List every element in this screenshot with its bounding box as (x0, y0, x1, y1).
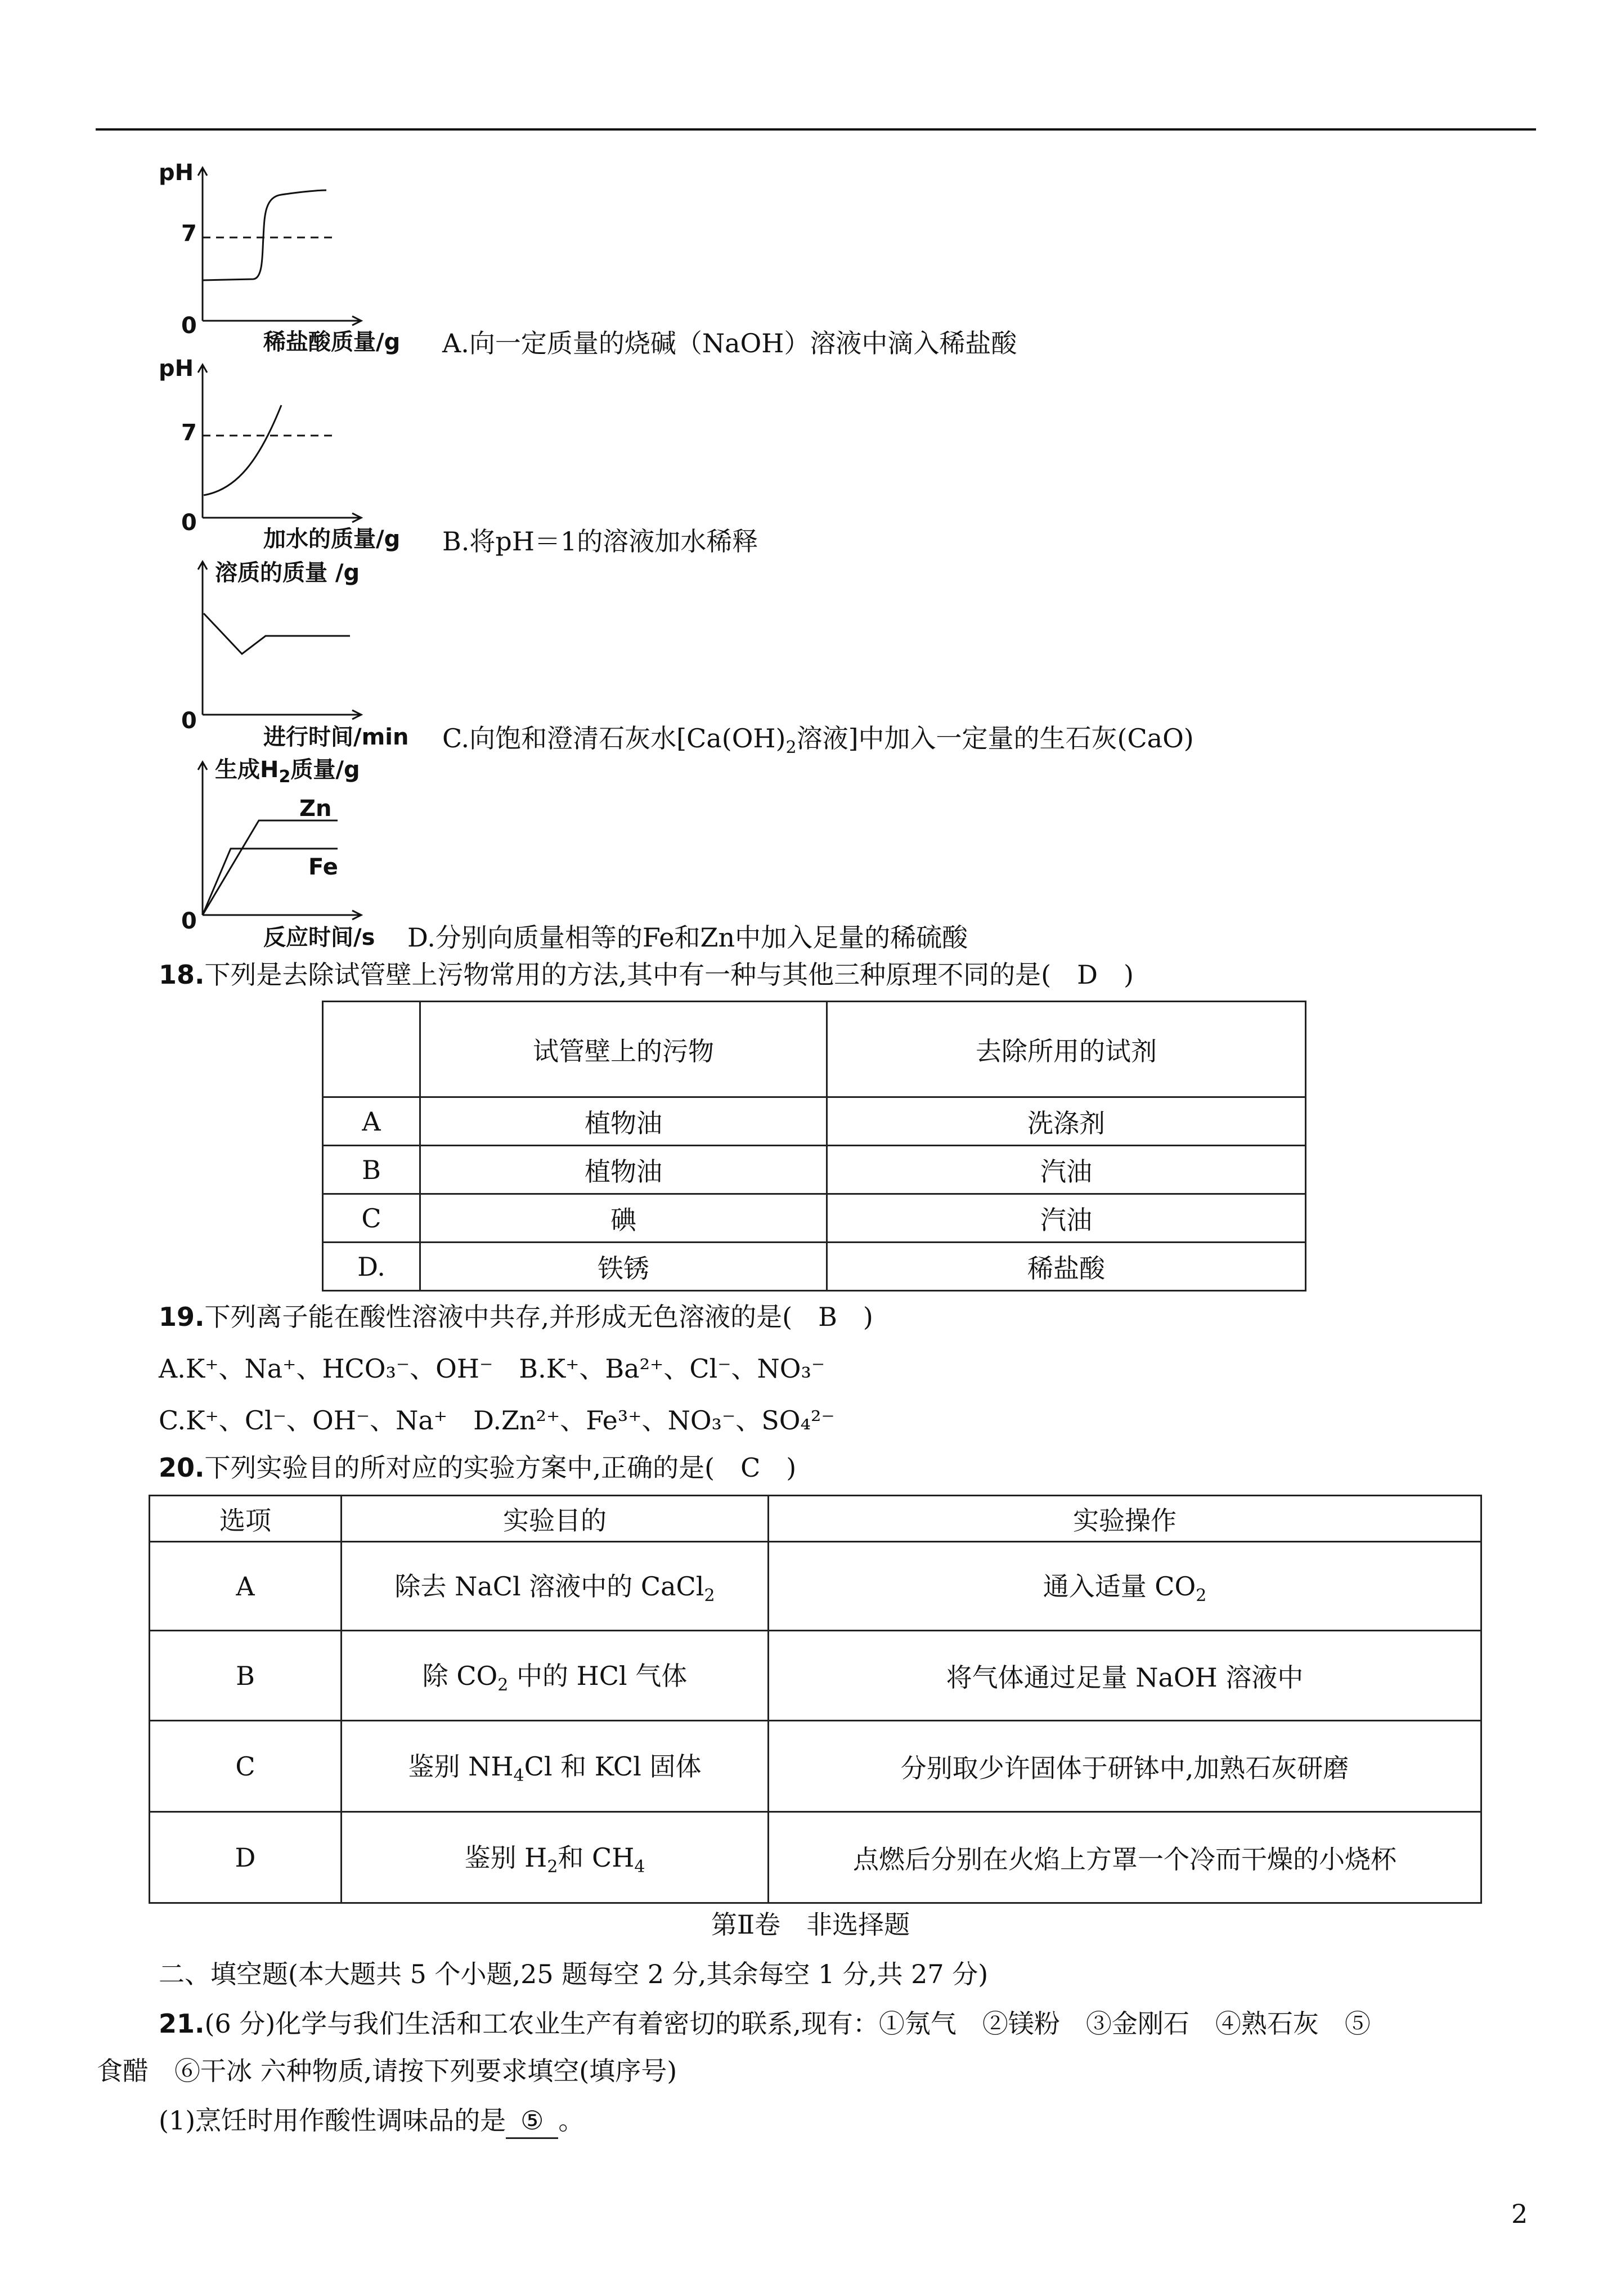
question-number: 21. (159, 2008, 205, 2039)
table-row (323, 1146, 1306, 1194)
question-text: (6 分)化学与我们生活和工农业生产有着密切的联系,现有：①氖气 ②镁粉 ③金刚石 ④熟石灰 ⑤ (204, 2008, 1371, 2039)
table-cell: 点燃后分别在火焰上方罩一个冷而干燥的小烧杯 (769, 1812, 1481, 1903)
y-axis-label: 溶质的质量 /g (215, 560, 360, 586)
q19-options-line-1: A.K⁺、Na⁺、HCO₃⁻、OH⁻ B.K⁺、Ba²⁺、Cl⁻、NO₃⁻ (159, 1353, 825, 1384)
table-row (150, 1631, 1481, 1721)
section-title: 第Ⅱ卷 非选择题 (711, 1909, 910, 1940)
x-axis-label: 加水的质量/g (263, 526, 401, 552)
question-19 (159, 1300, 873, 1334)
q20-table (149, 1495, 1482, 1904)
q18-table (322, 1001, 1306, 1292)
figure-d-plot (169, 757, 371, 926)
table-cell: A (323, 1097, 420, 1146)
table-cell: D (150, 1812, 342, 1903)
table-header-cell: 选项 (150, 1496, 342, 1542)
table-header-row (150, 1496, 1481, 1542)
table-row (150, 1812, 1481, 1903)
y-axis-label: pH (159, 160, 194, 186)
table-cell: C (323, 1194, 420, 1243)
question-stem: 下列是去除试管壁上污物常用的方法,其中有一种与其他三种原理不同的是( D ) (204, 959, 1134, 990)
y-axis-label: 生成$H_2$质量/g (215, 757, 360, 787)
table-row (323, 1243, 1306, 1291)
series-label-zn: Zn (299, 796, 332, 822)
curve-c (204, 613, 350, 654)
curve-b (204, 405, 281, 495)
q19-options-line-2: C.K⁺、Cl⁻、OH⁻、Na⁺ D.Zn²⁺、Fe³⁺、NO₃⁻、SO₄²⁻ (159, 1405, 835, 1436)
header-rule (96, 128, 1536, 131)
origin-label: 0 (181, 708, 197, 734)
table-cell: 铁锈 (420, 1243, 827, 1291)
table-cell: B (150, 1631, 342, 1721)
table-cell: 鉴别 $H_2$和 $CH_4$ (342, 1812, 769, 1903)
table-header-row (323, 1002, 1306, 1097)
question-number: 20. (159, 1452, 205, 1483)
caption-a: A.向一定质量的烧碱（NaOH）溶液中滴入稀盐酸 (442, 328, 1017, 358)
table-cell: 汽油 (827, 1146, 1306, 1194)
table-cell: 分别取少许固体于研钵中,加熟石灰研磨 (769, 1721, 1481, 1812)
table-cell: 除去 NaCl 溶液中的 CaCl$_2$ (342, 1542, 769, 1631)
table-cell: A (150, 1542, 342, 1631)
q21-line-2: 食醋 ⑥干冰 六种物质,请按下列要求填空(填序号) (97, 2056, 677, 2086)
y-axis-label: pH (159, 356, 194, 382)
table-row (150, 1721, 1481, 1812)
x-axis-label: 进行时间/min (263, 724, 409, 750)
curve-a (203, 190, 326, 280)
x-axis-label: 反应时间/s (263, 925, 375, 950)
figure-b-plot (169, 360, 371, 529)
origin-label: 0 (181, 313, 197, 339)
table-cell: B (323, 1146, 420, 1194)
table-cell: 碘 (420, 1194, 827, 1243)
question-number: 18. (159, 959, 205, 990)
question-number: 19. (159, 1302, 205, 1332)
table-header-cell: 试管壁上的污物 (420, 1002, 827, 1097)
question-stem: 下列实验目的所对应的实验方案中,正确的是( C ) (204, 1452, 797, 1483)
table-row (323, 1194, 1306, 1243)
table-row (323, 1097, 1306, 1146)
question-21 (159, 2007, 1371, 2041)
x-axis-label: 稀盐酸质量/g (263, 329, 401, 355)
table-cell: C (150, 1721, 342, 1812)
table-header-cell: 去除所用的试剂 (827, 1002, 1306, 1097)
table-cell: 植物油 (420, 1097, 827, 1146)
origin-label: 0 (181, 908, 197, 934)
q21-sub1 (159, 2104, 584, 2139)
table-cell: 汽油 (827, 1194, 1306, 1243)
table-cell: D. (323, 1243, 420, 1291)
caption-d: D.分别向质量相等的Fe和Zn中加入足量的稀硫酸 (407, 922, 968, 953)
tick-label-7: 7 (181, 221, 197, 246)
figure-c-plot (169, 557, 371, 726)
table-row (150, 1542, 1481, 1631)
sub-question-text: (1)烹饪时用作酸性调味品的是 (159, 2105, 506, 2136)
table-cell: 洗涤剂 (827, 1097, 1306, 1146)
table-cell: 通入适量 $CO_2$ (769, 1542, 1481, 1631)
figure-a-plot (169, 163, 371, 332)
table-cell: 植物油 (420, 1146, 827, 1194)
caption-b: B.将pH＝1的溶液加水稀释 (442, 526, 758, 557)
origin-label: 0 (181, 510, 197, 536)
table-cell: 将气体通过足量 NaOH 溶液中 (769, 1631, 1481, 1721)
question-20 (159, 1451, 796, 1485)
caption-c: C.向饱和澄清石灰水[$Ca(OH)_2$溶液]中加入一定量的生石灰(CaO) (442, 723, 1194, 758)
table-header-cell (323, 1002, 420, 1097)
tick-label-7: 7 (181, 420, 197, 446)
part2-heading: 二、填空题(本大题共 5 个小题,25 题每空 2 分,其余每空 1 分,共 27 分) (159, 1959, 989, 1989)
table-header-cell: 实验目的 (342, 1496, 769, 1542)
table-header-cell: 实验操作 (769, 1496, 1481, 1542)
answer-blank: ⑤ (506, 2104, 558, 2139)
question-18 (159, 958, 1134, 992)
page-number: 2 (1511, 2199, 1528, 2229)
sub-question-end: 。 (558, 2105, 585, 2136)
series-label-fe: Fe (308, 854, 338, 880)
question-stem: 下列离子能在酸性溶液中共存,并形成无色溶液的是( B ) (204, 1302, 873, 1332)
table-cell: 鉴别 $NH_4Cl$ 和 KCl 固体 (342, 1721, 769, 1812)
table-cell: 稀盐酸 (827, 1243, 1306, 1291)
table-cell: 除 $CO_2$ 中的 HCl 气体 (342, 1631, 769, 1721)
